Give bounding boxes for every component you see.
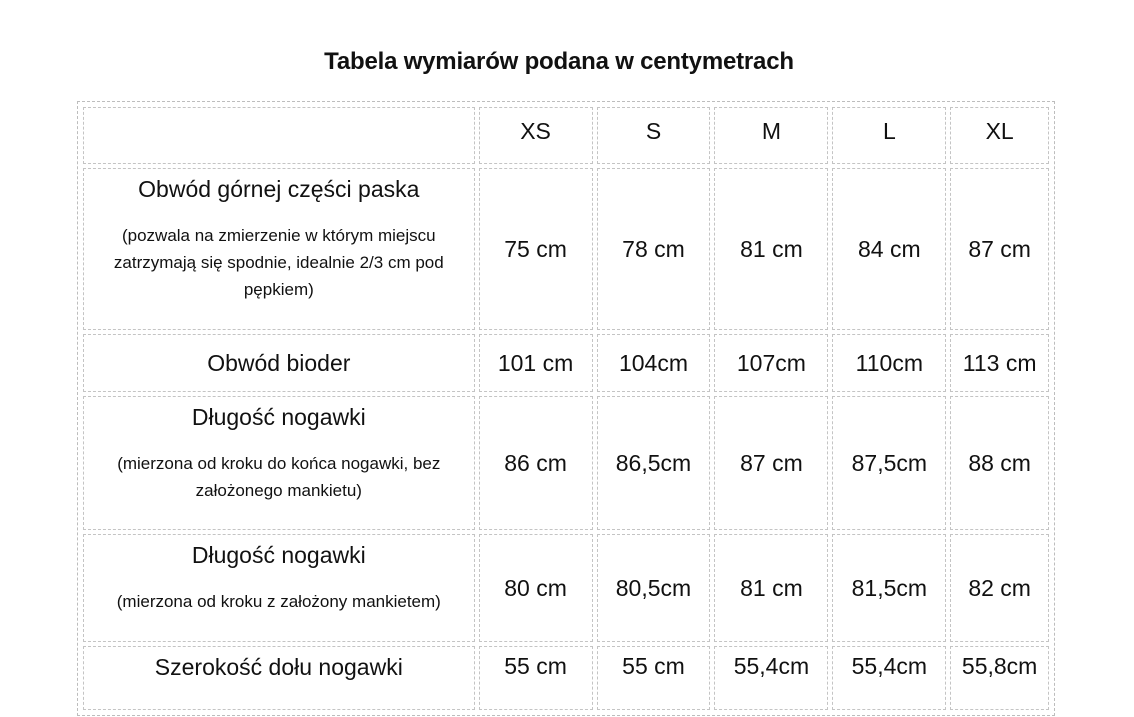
- value-cell: 104cm: [597, 334, 711, 392]
- value-cell: 55,8cm: [950, 646, 1049, 710]
- size-table-frame: [77, 101, 1055, 716]
- header-corner-cell: [83, 107, 475, 164]
- value-cell: 81,5cm: [832, 534, 946, 642]
- size-header-s: S: [597, 107, 711, 164]
- row-label-cell: [83, 334, 475, 392]
- table-row: [83, 334, 1049, 392]
- size-header-m: M: [714, 107, 828, 164]
- value-cell: 55,4cm: [714, 646, 828, 710]
- page-title: Tabela wymiarów podana w centymetrach: [324, 48, 794, 75]
- value-cell: 110cm: [832, 334, 946, 392]
- value-cell: 87 cm: [950, 168, 1049, 330]
- row-label: Obwód górnej części paska: [138, 176, 420, 202]
- value-cell: 82 cm: [950, 534, 1049, 642]
- value-cell: 84 cm: [832, 168, 946, 330]
- value-cell: 107cm: [714, 334, 828, 392]
- row-label-cell: [83, 534, 475, 642]
- value-cell: 86,5cm: [597, 396, 711, 530]
- table-row: [83, 646, 1049, 710]
- row-note: (pozwala na zmierzenie w którym miejscu zatrzymają się spodnie, idealnie 2/3 cm pod pępkiem): [113, 226, 444, 299]
- value-cell: 80 cm: [479, 534, 593, 642]
- value-cell: 55 cm: [597, 646, 711, 710]
- value-cell: 81 cm: [714, 168, 828, 330]
- value-cell: 88 cm: [950, 396, 1049, 530]
- row-note: (mierzona od kroku z założony mankietem): [116, 592, 441, 611]
- value-cell: 113 cm: [950, 334, 1049, 392]
- value-cell: 87,5cm: [832, 396, 946, 530]
- size-header-xs: XS: [479, 107, 593, 164]
- size-header-l: L: [832, 107, 946, 164]
- size-header-xl: XL: [950, 107, 1049, 164]
- row-label-cell: [83, 168, 475, 330]
- value-cell: 80,5cm: [597, 534, 711, 642]
- row-label: Długość nogawki: [191, 404, 366, 430]
- row-label: Szerokość dołu nogawki: [154, 654, 403, 680]
- header-row: [83, 107, 1049, 164]
- row-note: (mierzona od kroku do końca nogawki, bez założonego mankietu): [117, 454, 441, 500]
- value-cell: 81 cm: [714, 534, 828, 642]
- row-label-cell: [83, 646, 475, 710]
- table-row: [83, 396, 1049, 530]
- value-cell: 75 cm: [479, 168, 593, 330]
- table-row: [83, 534, 1049, 642]
- row-label-cell: [83, 396, 475, 530]
- value-cell: 55 cm: [479, 646, 593, 710]
- table-row: [83, 168, 1049, 330]
- value-cell: 78 cm: [597, 168, 711, 330]
- value-cell: 55,4cm: [832, 646, 946, 710]
- row-label: Długość nogawki: [191, 542, 366, 568]
- value-cell: 87 cm: [714, 396, 828, 530]
- size-table: [79, 103, 1053, 714]
- row-label: Obwód bioder: [207, 350, 351, 376]
- value-cell: 86 cm: [479, 396, 593, 530]
- value-cell: 101 cm: [479, 334, 593, 392]
